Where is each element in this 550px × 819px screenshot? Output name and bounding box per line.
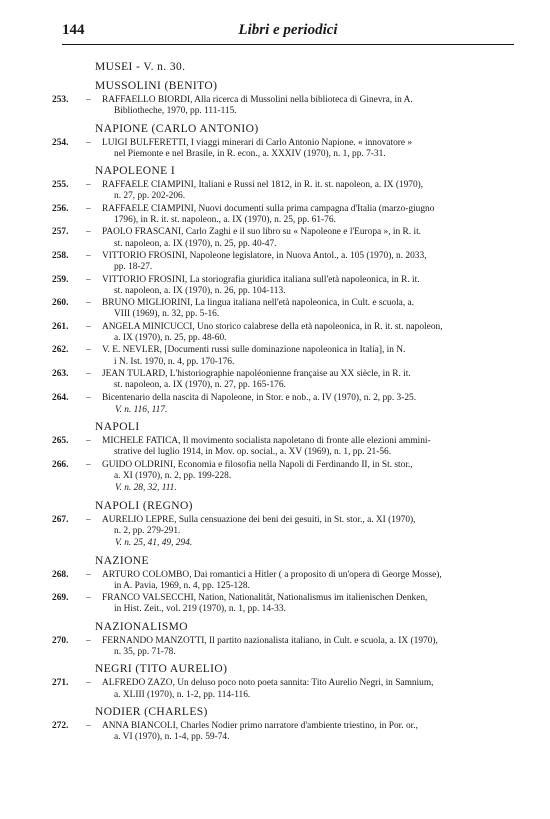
entry-line: st. napoleon, a. IX (1970), n. 26, pp. 104-113. [114,285,286,296]
entry-dash: – [86,368,91,379]
bibliography-entry [52,570,522,593]
entry-dash: – [86,95,91,105]
section-heading: NAZIONE [95,554,149,567]
entry-line: RAFFAELE CIAMPINI, Nuovi documenti sulla prima campagna d'Italia (marzo-giugno [102,203,435,214]
bibliography-entry [52,515,522,538]
entry-line: VITTORIO FROSINI, La storiografia giuridica italiana sull'età napoleonica, in R. it. [102,274,420,285]
bibliography-entry [52,678,522,701]
entry-line: MICHELE FATICA, Il movimento socialista napoletano di fronte alle elezioni ammini- [102,436,431,447]
entry-number: 258. [52,250,69,261]
entry-number: 261. [52,321,69,332]
bibliography-entry [52,460,522,483]
entry-line: FRANCO VALSECCHI, Nation, Nationalität, Nationalismus im italienischen Denken, [102,593,428,604]
section-heading: NAPIONE (CARLO ANTONIO) [95,122,259,135]
cross-reference: V. n. 116, 117. [115,404,168,415]
entry-number: 272. [52,720,69,731]
running-title: Libri e periodici [238,22,338,38]
entry-line: ALFREDO ZAZO, Un deluso poco noto poeta sannita: Tito Aurelio Negri, in Samnium, [102,678,434,689]
entry-dash: – [86,227,91,238]
entry-line: BRUNO MIGLIORINI, La lingua italiana nell'età napoleonica, in Cult. e scuola, a. [102,298,415,309]
entry-number: 270. [52,635,69,646]
bibliography-entry [52,95,522,118]
section-heading: NAPOLI (REGNO) [95,499,193,512]
entry-number: 263. [52,368,69,379]
entry-number: 268. [52,569,69,580]
entry-dash: – [86,250,91,261]
entry-line: n. 2, pp. 279-291. [114,525,181,536]
bibliography-entry [52,227,522,250]
bibliography-entry [52,251,522,274]
entry-number: 269. [52,593,69,604]
entry-line: V. E. NEVLER, [Documenti russi sulle dominazione napoleonica in Italia], in N. [102,345,406,356]
entry-line: FERNANDO MANZOTTI, Il partito nazionalista italiano, in Cult. e scuola, a. IX (1970), [102,635,438,646]
entry-dash: – [86,345,91,356]
entry-dash: – [86,720,91,731]
entry-line: st. napoleon, a. IX (1970), n. 25, pp. 40-47. [114,238,277,249]
entry-line: a. XI (1970), n. 2, pp. 199-228. [114,471,232,482]
entry-number: 266. [52,459,69,470]
entry-number: 262. [52,345,69,356]
section-heading: NODIER (CHARLES) [95,705,208,718]
bibliography-entry [52,393,522,404]
bibliography-entry [52,322,522,345]
entry-number: 254. [52,137,69,148]
entry-line: a. VI (1970), n. 1-4, pp. 59-74. [114,732,230,743]
entry-number: 265. [52,436,69,447]
page-header [62,22,514,42]
entry-dash: – [86,321,91,332]
bibliography-entry [52,721,522,744]
entry-line: RAFFAELE CIAMPINI, Italiani e Russi nel 1812, in R. it. st. napoleon, a. IX (1970), [102,180,424,191]
entry-number: 253. [52,95,69,105]
heading-cross-reference: MUSEI - V. n. 30. [95,61,186,73]
entry-number: 257. [52,227,69,238]
entry-line: in A. Pavia, 1969, n. 4, pp. 125-128. [114,580,250,591]
entry-dash: – [86,514,91,525]
entry-line: VIII (1969), n. 32, pp. 5-16. [114,309,220,320]
cross-reference: V. n. 28, 32, 111. [115,483,177,494]
bibliography-entry [52,436,522,459]
entry-number: 260. [52,298,69,309]
entry-line: ANNA BIANCOLI, Charles Nodier primo narratore d'ambiente triestino, in Por. or., [102,720,418,731]
header-rule [62,44,514,45]
entry-line: i N. Ist. 1970, n. 4, pp. 170-176. [114,356,235,367]
entry-line: n. 35, pp. 71-78. [114,646,176,657]
bibliography-entry [52,275,522,298]
bibliography-entry [52,636,522,659]
entry-line: ANGELA MINICUCCI, Uno storico calabrese della età napoleonica, in R. it. st. napoleon, [102,321,443,332]
entry-line: n. 27, pp. 202-206. [114,191,186,202]
entry-line: st. napoleon, a. IX (1970), n. 27, pp. 165-176. [114,380,286,391]
entry-line: LUIGI BULFERETTI, I viaggi minerari di Carlo Antonio Napione. « innovatore » [102,137,413,148]
entry-line: AURELIO LEPRE, Sulla censuazione dei beni dei gesuiti, in St. stor., a. XI (1970), [102,514,416,525]
entry-dash: – [86,298,91,309]
bibliography-entry [52,298,522,321]
entry-line: pp. 18-27. [114,262,153,273]
bibliography-entry [52,204,522,227]
entry-dash: – [86,436,91,447]
entry-line: nel Piemonte e nel Brasile, in R. econ., a. XXXIV (1970), n. 1, pp. 7-31. [114,148,386,159]
section-heading: MUSSOLINI (BENITO) [95,80,218,92]
entry-number: 267. [52,514,69,525]
entry-dash: – [86,635,91,646]
bibliography-body [52,60,522,744]
entry-number: 271. [52,678,69,689]
entry-dash: – [86,678,91,689]
entry-line: a. IX (1970), n. 25, pp. 48-60. [114,333,227,344]
entry-number: 256. [52,203,69,214]
bibliography-entry [52,180,522,203]
entry-dash: – [86,569,91,580]
entry-line: JEAN TULARD, L'historiographie napoléonienne française au XX siècle, in R. it. [102,368,411,379]
entry-line: RAFFAELLO BIORDI, Alla ricerca di Mussolini nella biblioteca di Ginevra, in A. [102,95,413,105]
section-heading: NAPOLI [95,421,140,434]
entry-dash: – [86,392,91,403]
entry-line: a. XLIII (1970), n. 1-2, pp. 114-116. [114,689,251,700]
entry-dash: – [86,203,91,214]
entry-line: ARTURO COLOMBO, Dai romantici a Hitler ( a proposito di un'opera di George Mosse), [102,569,442,580]
section-heading: NEGRI (TITO AURELIO) [95,663,228,676]
entry-dash: – [86,593,91,604]
bibliography-entry [52,593,522,616]
entry-number: 259. [52,274,69,285]
page-number: 144 [62,22,85,38]
entry-line: 1796), in R. it. st. napoleon., a. IX (1970), n. 25, pp. 61-76. [114,215,336,226]
entry-dash: – [86,459,91,470]
bibliography-entry [52,345,522,368]
entry-line: PAOLO FRASCANI, Carlo Zaghi e il suo libro su « Napoleone e l'Europa », in R. it. [102,227,422,238]
entry-line: in Hist. Zeit., vol. 219 (1970), n. 1, pp. 14-33. [114,604,286,615]
bibliography-entry [52,369,522,392]
entry-dash: – [86,180,91,191]
bibliography-entry [52,138,522,161]
entry-number: 264. [52,392,69,403]
entry-dash: – [86,274,91,285]
entry-line: GUIDO OLDRINI, Economia e filosofia nella Napoli di Ferdinando II, in St. stor., [102,459,413,470]
entry-line: Bibliotheche, 1970, pp. 111-115. [114,106,237,117]
entry-line: strative del luglio 1914, in Mov. op. social., a. XV (1969), n. 1, pp. 21-56. [114,447,392,458]
section-heading: NAZIONALISMO [95,620,188,633]
entry-dash: – [86,137,91,148]
section-heading: NAPOLEONE I [95,165,176,178]
cross-reference: V. n. 25, 41, 49, 294. [115,538,193,549]
entry-number: 255. [52,180,69,191]
entry-line: Bicentenario della nascita di Napoleone, in Stor. e nob., a. IV (1970), n. 2, pp. 3-25. [102,392,417,403]
entry-line: VITTORIO FROSINI, Napoleone legislatore, in Nuova Antol., a. 105 (1970), n. 2033, [102,250,427,261]
